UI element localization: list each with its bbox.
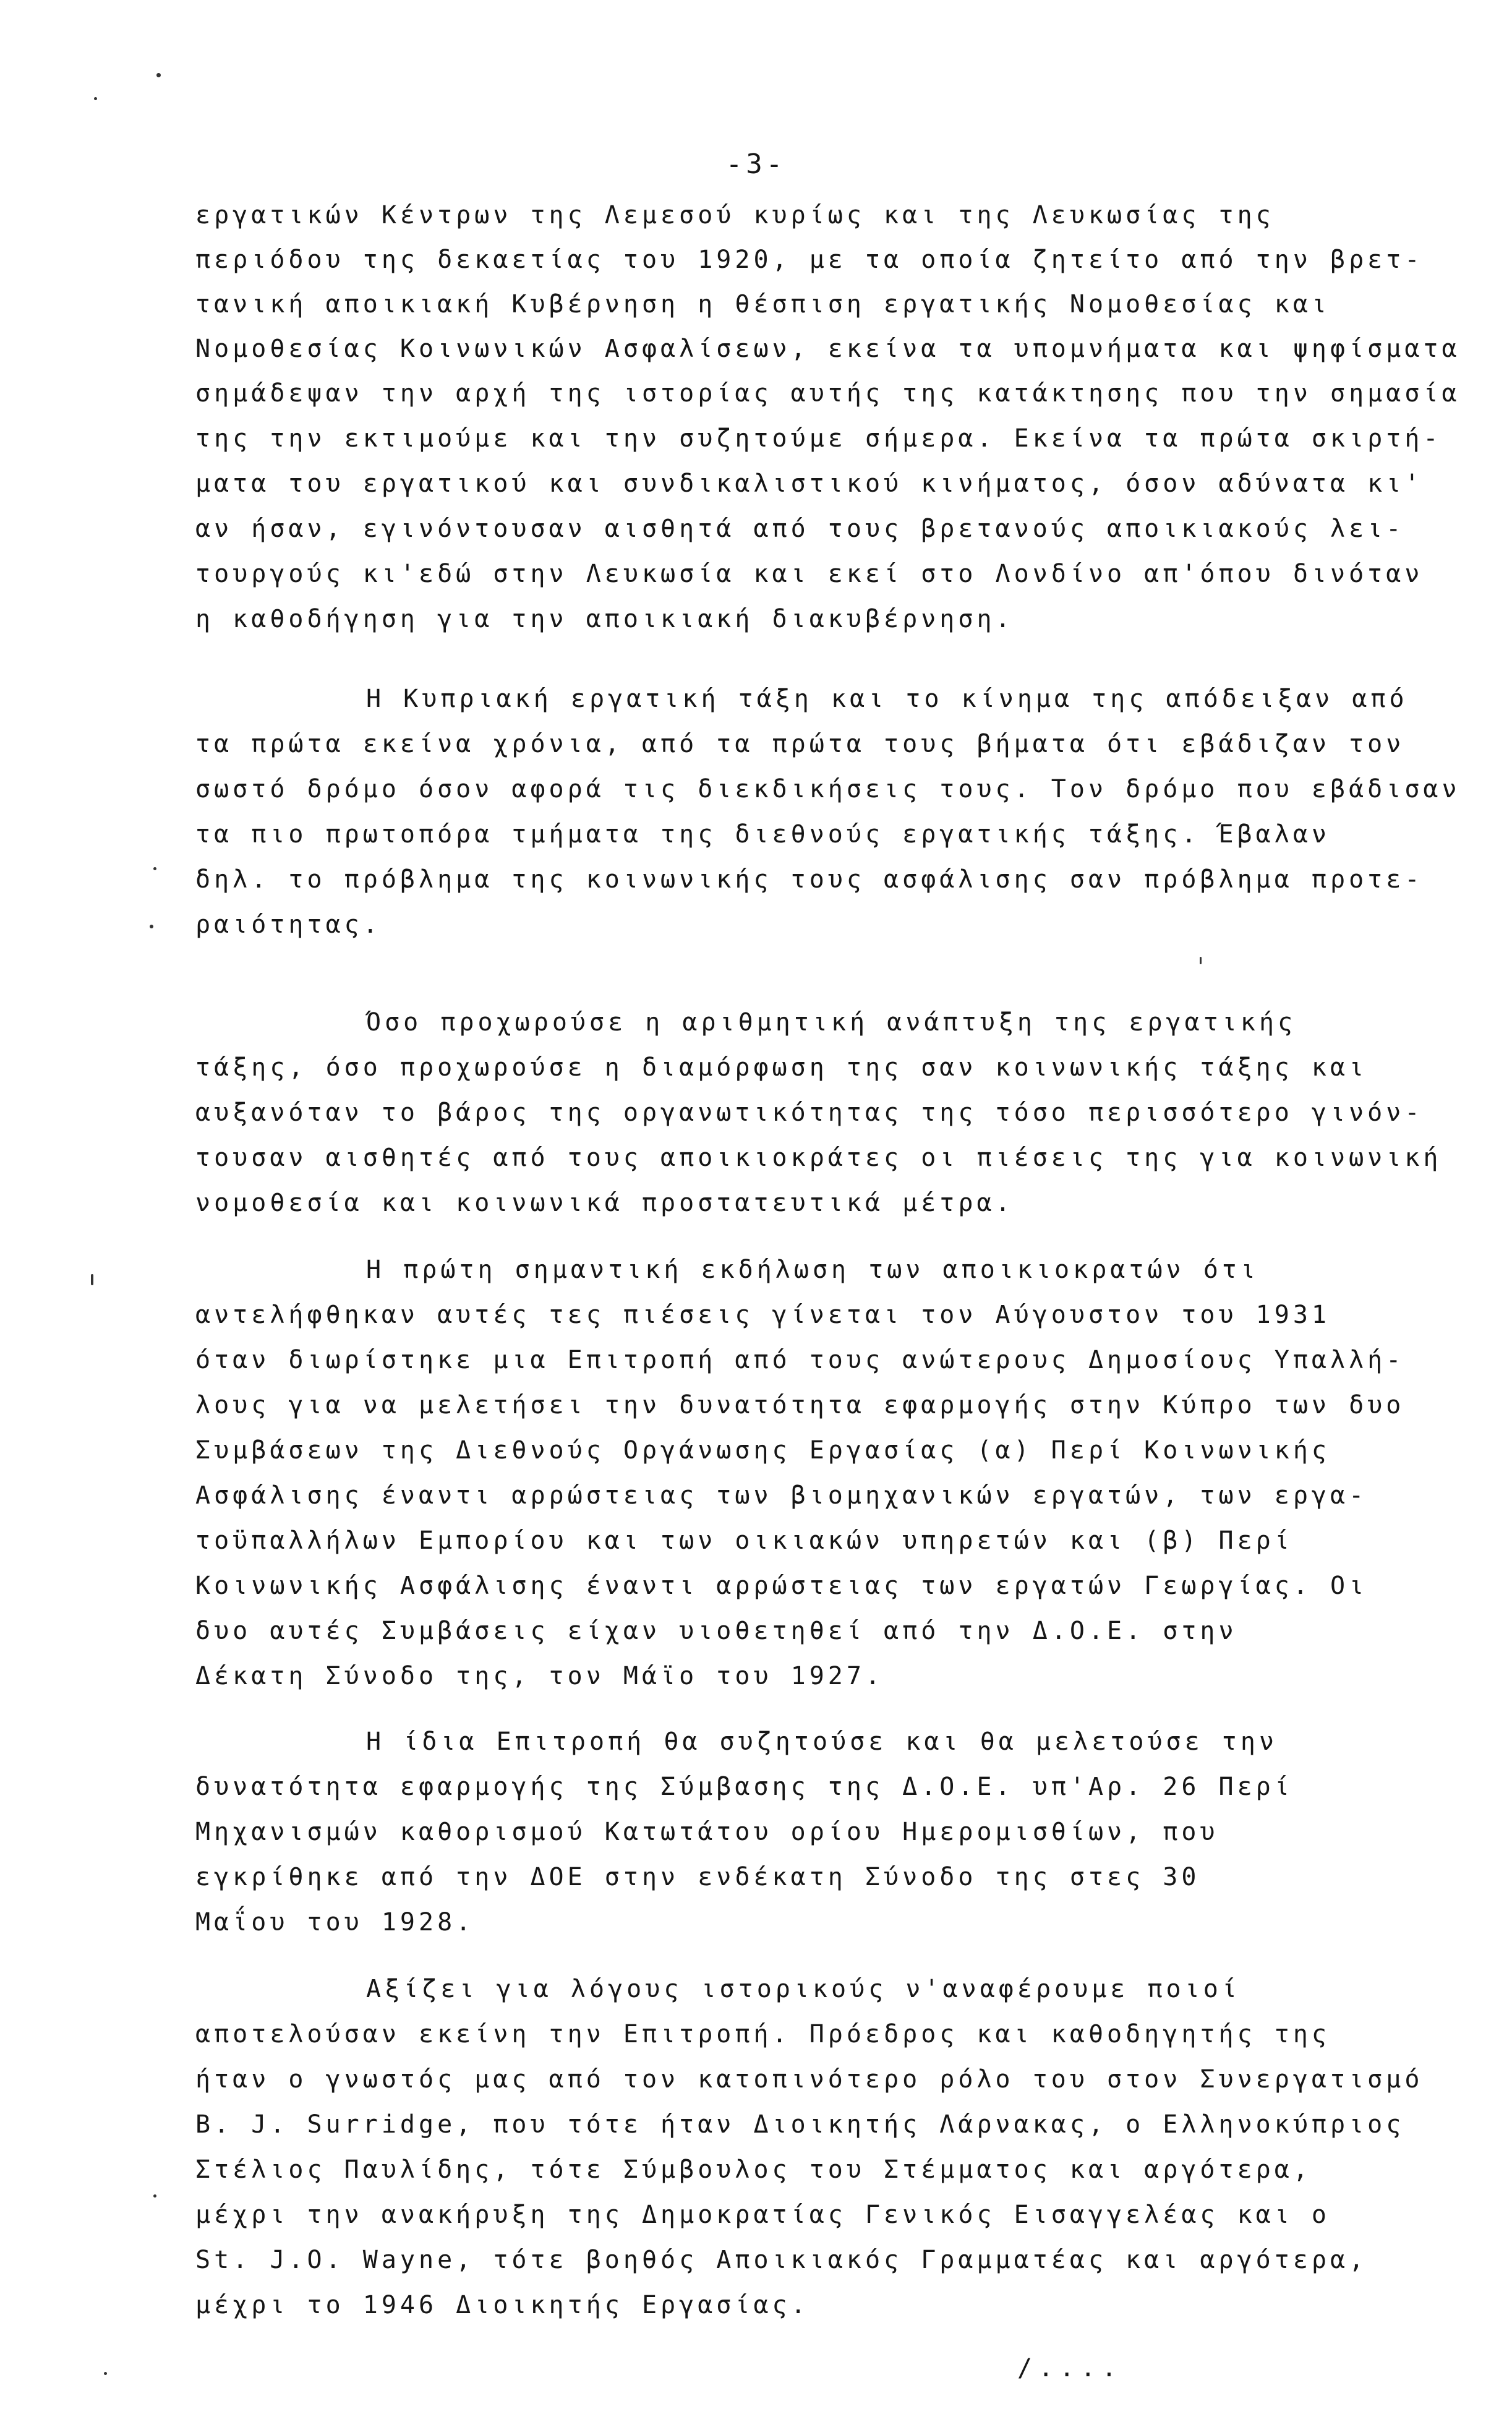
text-line: όταν διωρίστηκε μια Επιτροπή από τους ανώτερους Δημοσίους Υπαλλή- (195, 1346, 1405, 1374)
scan-speck (153, 2194, 156, 2198)
text-line: λους για να μελετήσει την δυνατότητα εφαρμογής στην Κύπρο των δυο (195, 1391, 1405, 1419)
text-line: Δέκατη Σύνοδο της, τον Μάϊο του 1927. (195, 1662, 884, 1690)
text-line: η καθοδήγηση για την αποικιακή διακυβέρνηση. (195, 605, 1014, 633)
text-line: τα πιο πρωτοπόρα τμήματα της διεθνούς εργατικής τάξης. Έβαλαν (195, 820, 1331, 849)
text-line: εγκρίθηκε από την ΔΟΕ στην ενδέκατη Σύνοδο της στες 30 (195, 1863, 1200, 1891)
continuation-mark: /.... (1017, 2354, 1123, 2382)
text-line: Μηχανισμών καθορισμού Κατωτάτου ορίου Ημερομισθίων, που (195, 1818, 1219, 1846)
scan-speck (150, 925, 153, 928)
text-line: περιόδου της δεκαετίας του 1920, με τα οποία ζητείτο από την βρετ- (195, 246, 1424, 274)
text-line: μέχρι την ανακήρυξη της Δημοκρατίας Γενικός Εισαγγελέας και ο (195, 2201, 1331, 2229)
text-line: Κοινωνικής Ασφάλισης έναντι αρρώστειας των εργατών Γεωργίας. Οι (195, 1572, 1368, 1600)
text-line: σημάδεψαν την αρχή της ιστορίας αυτής της κατάκτησης που την σημασία (195, 379, 1461, 408)
scan-speck (91, 1274, 93, 1285)
text-line: ήταν ο γνωστός μας από τον κατοπινότερο ρόλο του στον Συνεργατισμό (195, 2065, 1424, 2094)
text-line: τα πρώτα εκείνα χρόνια, από τα πρώτα τους βήματα ότι εβάδιζαν τον (195, 730, 1405, 758)
scan-speck (153, 867, 156, 870)
text-line: Η Κυπριακή εργατική τάξη και το κίνημα της απόδειξαν από (366, 685, 1408, 713)
text-line: τουργούς κι'εδώ στην Λευκωσία και εκεί στο Λονδίνο απ'όπου δινόταν (195, 560, 1424, 588)
text-line: ραιότητας. (195, 910, 382, 939)
text-line: αποτελούσαν εκείνη την Επιτροπή. Πρόεδρος και καθοδηγητής της (195, 2020, 1331, 2048)
text-line: τουσαν αισθητές από τους αποικιοκράτες οι πιέσεις της για κοινωνική (195, 1144, 1442, 1172)
scan-speck (94, 97, 97, 100)
text-line: Ασφάλισης έναντι αρρώστειας των βιομηχανικών εργατών, των εργα- (195, 1481, 1368, 1510)
scan-speck (1200, 957, 1202, 964)
text-line: δυνατότητα εφαρμογής της Σύμβασης της Δ.Ο.Ε. υπ'Αρ. 26 Περί (195, 1773, 1293, 1801)
text-line: σωστό δρόμο όσον αφορά τις διεκδικήσεις τους. Τον δρόμο που εβάδισαν (195, 775, 1461, 803)
text-line: ματα του εργατικού και συνδικαλιστικού κινήματος, όσον αδύνατα κι' (195, 469, 1424, 498)
text-line: Όσο προχωρούσε η αριθμητική ανάπτυξη της εργατικής (366, 1008, 1297, 1037)
text-line: Νομοθεσίας Κοινωνικών Ασφαλίσεων, εκείνα τα υπομνήματα και ψηφίσματα (195, 335, 1461, 363)
text-line: της την εκτιμούμε και την συζητούμε σήμερα. Εκείνα τα πρώτα σκιρτή- (195, 424, 1442, 453)
text-line: Η πρώτη σημαντική εκδήλωση των αποικιοκρατών ότι (366, 1256, 1259, 1284)
text-line: εργατικών Κέντρων της Λεμεσού κυρίως και της Λευκωσίας της (195, 201, 1275, 229)
text-line: δυο αυτές Συμβάσεις είχαν υιοθετηθεί από την Δ.Ο.Ε. στην (195, 1617, 1237, 1645)
text-line: μέχρι το 1946 Διοικητής Εργασίας. (195, 2291, 809, 2319)
text-line: νομοθεσία και κοινωνικά προστατευτικά μέτρα. (195, 1189, 1014, 1217)
scan-speck (104, 2372, 107, 2375)
text-line: Μαΐου του 1928. (195, 1908, 475, 1937)
scan-speck (156, 73, 161, 77)
page-number: -3- (725, 148, 787, 180)
text-line: Συμβάσεων της Διεθνούς Οργάνωσης Εργασίας (α) Περί Κοινωνικής (195, 1436, 1331, 1465)
text-line: τοϋπαλλήλων Εμπορίου και των οικιακών υπηρετών και (β) Περί (195, 1526, 1293, 1555)
text-line: αυξανόταν το βάρος της οργανωτικότητας της τόσο περισσότερο γινόν- (195, 1098, 1424, 1127)
text-line: Η ίδια Επιτροπή θα συζητούσε και θα μελετούσε την (366, 1727, 1278, 1756)
text-line: Αξίζει για λόγους ιστορικούς ν'αναφέρουμε ποιοί (366, 1975, 1241, 2003)
text-line: τανική αποικιακή Κυβέρνηση η θέσπιση εργατικής Νομοθεσίας και (195, 290, 1331, 319)
text-line: τάξης, όσο προχωρούσε η διαμόρφωση της σαν κοινωνικής τάξης και (195, 1053, 1368, 1082)
text-line: St. J.O. Wayne, τότε βοηθός Αποικιακός Γραμματέας και αργότερα, (195, 2246, 1368, 2274)
text-line: αντελήφθηκαν αυτές τες πιέσεις γίνεται τον Αύγουστον του 1931 (195, 1301, 1331, 1329)
text-line: Στέλιος Παυλίδης, τότε Σύμβουλος του Στέμματος και αργότερα, (195, 2155, 1312, 2184)
text-line: B. J. Surridge, που τότε ήταν Διοικητής Λάρνακας, ο Ελληνοκύπριος (195, 2110, 1405, 2139)
text-line: δηλ. το πρόβλημα της κοινωνικής τους ασφάλισης σαν πρόβλημα προτε- (195, 865, 1424, 894)
text-line: αν ήσαν, εγινόντουσαν αισθητά από τους βρετανούς αποικιακούς λει- (195, 515, 1405, 543)
